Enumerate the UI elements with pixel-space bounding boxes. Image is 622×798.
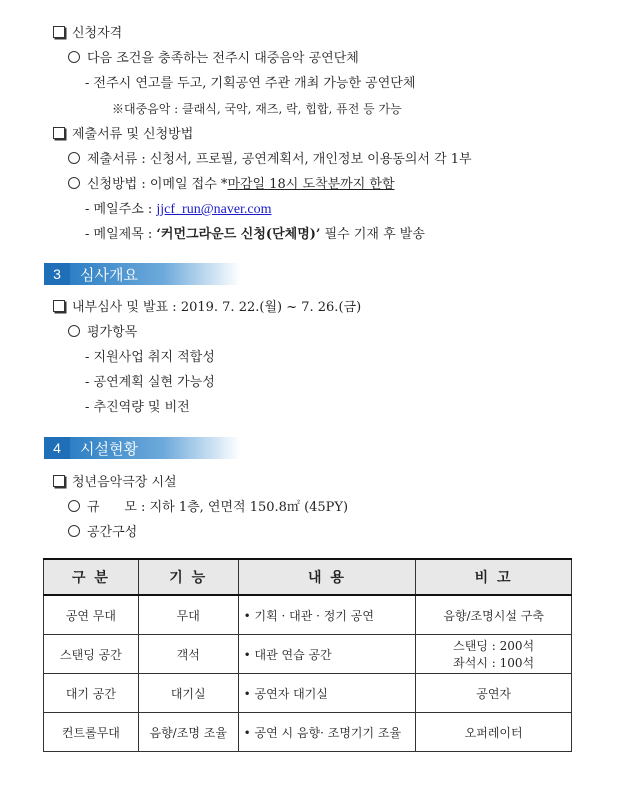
facility-table bbox=[43, 558, 572, 752]
section-3-header bbox=[44, 263, 240, 285]
remark-line: 스탠딩 : 200석 bbox=[453, 639, 535, 653]
cell-category: 컨트롤무대 bbox=[44, 713, 139, 752]
section-4-header bbox=[44, 437, 240, 459]
circle-bullet-icon bbox=[68, 500, 80, 512]
review-heading: 내부심사 및 발표 : 2019. 7. 22.(월) ~ 7. 26.(금) bbox=[53, 300, 361, 316]
section-title: 시설현황 bbox=[70, 437, 240, 459]
layout-item: 공간구성 bbox=[68, 525, 137, 541]
circle-bullet-icon bbox=[68, 51, 80, 63]
header-category: 구 분 bbox=[44, 559, 139, 595]
checkbox-square-icon bbox=[53, 300, 65, 312]
scale-item: 규 모 : 지하 1층, 연면적 150.8㎡ (45PY) bbox=[68, 500, 348, 516]
section-title: 심사개요 bbox=[70, 263, 240, 285]
cell-remarks: 오퍼레이터 bbox=[416, 713, 572, 752]
evaluation-criterion: - 공연계획 실현 가능성 bbox=[85, 375, 215, 390]
cell-content: • 공연 시 음향· 조명기기 조율 bbox=[238, 713, 416, 752]
cell-function: 무대 bbox=[138, 595, 238, 635]
circle-bullet-icon bbox=[68, 525, 80, 537]
method-item: 신청방법 : 이메일 접수 *마감일 18시 도착분까지 한함 bbox=[68, 177, 395, 193]
checkbox-square-icon bbox=[53, 475, 65, 487]
documents-item: 제출서류 : 신청서, 프로필, 공연계획서, 개인정보 이용동의서 각 1부 bbox=[68, 152, 472, 168]
table-header-row bbox=[44, 559, 572, 595]
qualification-note: ※대중음악 : 클래식, 국악, 재즈, 락, 힙합, 퓨전 등 가능 bbox=[112, 102, 402, 116]
facility-heading: 청년음악극장 시설 bbox=[53, 475, 177, 491]
cell-remarks bbox=[416, 635, 572, 674]
cell-content: • 대관 연습 공간 bbox=[238, 635, 416, 674]
deadline-note: 마감일 18시 도착분까지 한함 bbox=[227, 177, 395, 192]
email-link[interactable]: jjcf_run@naver.com bbox=[156, 202, 272, 217]
section-number: 3 bbox=[44, 263, 70, 285]
table-row bbox=[44, 713, 572, 752]
circle-bullet-icon bbox=[68, 177, 80, 189]
cell-category: 스탠딩 공간 bbox=[44, 635, 139, 674]
table-row bbox=[44, 595, 572, 635]
table-row bbox=[44, 635, 572, 674]
cell-content: • 공연자 대기실 bbox=[238, 674, 416, 713]
cell-function: 객석 bbox=[138, 635, 238, 674]
header-remarks: 비 고 bbox=[416, 559, 572, 595]
header-content: 내 용 bbox=[238, 559, 416, 595]
evaluation-item: 평가항목 bbox=[68, 325, 137, 341]
section-number: 4 bbox=[44, 437, 70, 459]
cell-remarks: 음향/조명시설 구축 bbox=[416, 595, 572, 635]
subject-line: - 메일제목 : ‘커먼그라운드 신청(단체명)’ 필수 기재 후 발송 bbox=[85, 227, 425, 242]
circle-bullet-icon bbox=[68, 152, 80, 164]
circle-bullet-icon bbox=[68, 325, 80, 337]
cell-category: 대기 공간 bbox=[44, 674, 139, 713]
qualification-detail: - 전주시 연고를 두고, 기획공연 주관 개최 가능한 공연단체 bbox=[85, 76, 416, 91]
cell-content: • 기획 · 대관 · 정기 공연 bbox=[238, 595, 416, 635]
qualification-item: 다음 조건을 충족하는 전주시 대중음악 공연단체 bbox=[68, 51, 359, 67]
evaluation-criterion: - 지원사업 취지 적합성 bbox=[85, 350, 215, 365]
header-function: 기 능 bbox=[138, 559, 238, 595]
table-row bbox=[44, 674, 572, 713]
cell-function: 대기실 bbox=[138, 674, 238, 713]
documents-heading: 제출서류 및 신청방법 bbox=[53, 127, 193, 143]
cell-remarks: 공연자 bbox=[416, 674, 572, 713]
cell-function: 음향/조명 조율 bbox=[138, 713, 238, 752]
subject-format: ‘커먼그라운드 신청(단체명)’ bbox=[156, 227, 321, 242]
cell-category: 공연 무대 bbox=[44, 595, 139, 635]
qualification-heading: 신청자격 bbox=[53, 26, 122, 42]
checkbox-square-icon bbox=[53, 127, 65, 139]
checkbox-square-icon bbox=[53, 26, 65, 38]
remark-line: 좌석시 : 100석 bbox=[453, 656, 535, 670]
evaluation-criterion: - 추진역량 및 비전 bbox=[85, 400, 190, 415]
email-line: - 메일주소 : jjcf_run@naver.com bbox=[85, 202, 272, 217]
